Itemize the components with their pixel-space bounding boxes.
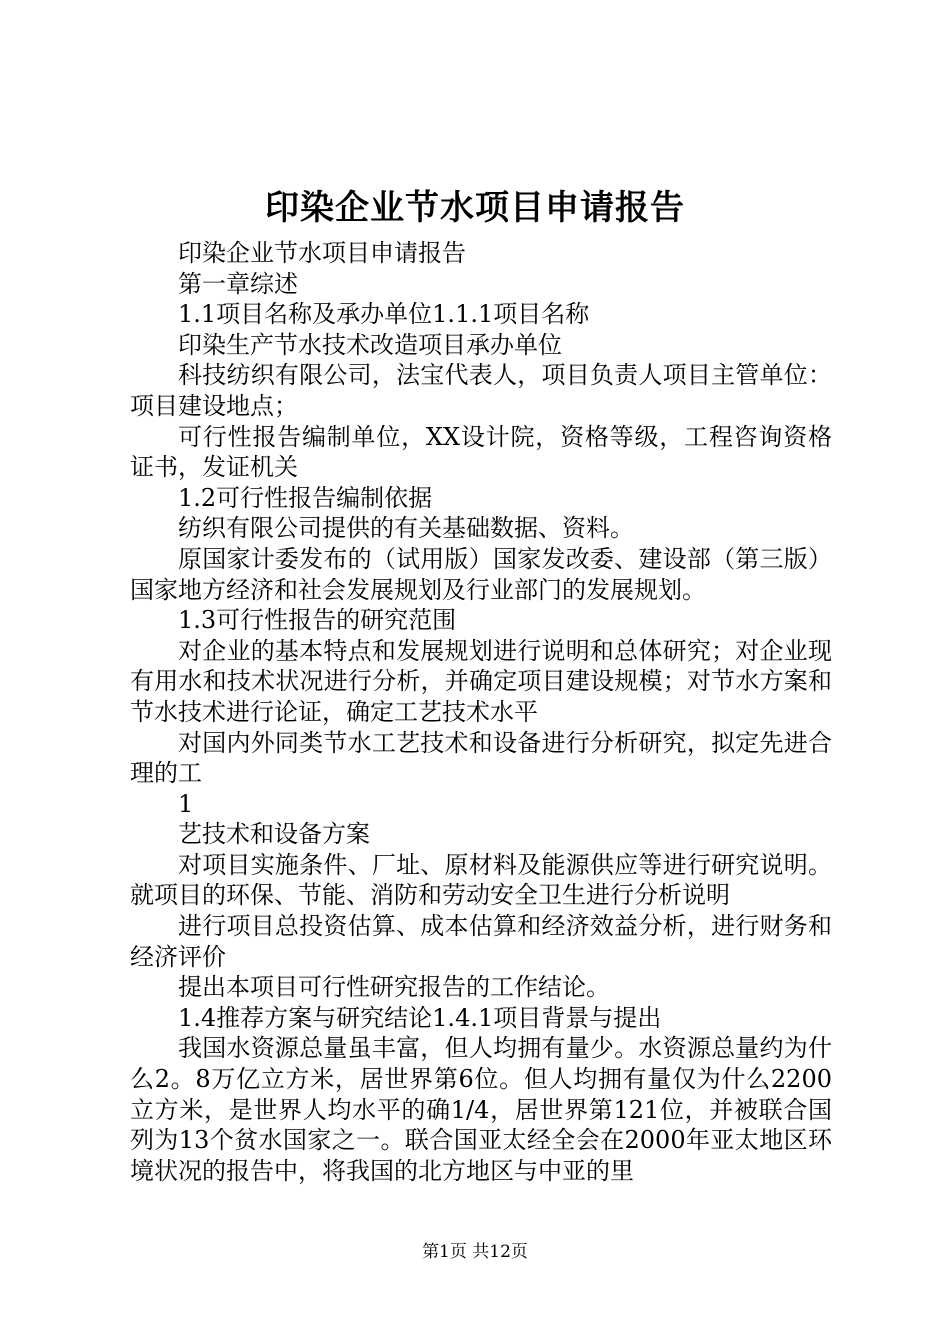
- paragraph: 1.4推荐方案与研究结论1.4.1项目背景与提出: [178, 1003, 662, 1032]
- paragraph: 科技纺织有限公司，法宝代表人，项目负责人项目主管单位：项目建设地点；: [130, 361, 832, 420]
- page-footer: 第1页 共12页: [422, 1242, 528, 1262]
- paragraph: 印染生产节水技术改造项目承办单位: [178, 330, 562, 359]
- paragraph: 对企业的基本特点和发展规划进行说明和总体研究；对企业现有用水和技术状况进行分析，并确定项目建设规模；对节水方案和节水技术进行论证，确定工艺技术水平: [130, 636, 832, 726]
- paragraph: 印染企业节水项目申请报告: [178, 239, 466, 267]
- paragraph: 对项目实施条件、厂址、原材料及能源供应等进行研究说明。就项目的环保、节能、消防和劳动安全卫生进行分析说明: [130, 850, 832, 910]
- paragraph: 可行性报告编制单位，XX设计院，资格等级，工程咨询资格证书，发证机关: [130, 422, 832, 482]
- paragraph: 提出本项目可行性研究报告的工作结论。: [178, 973, 610, 1002]
- paragraph: 1.2可行性报告编制依据: [178, 483, 433, 512]
- paragraph: 原国家计委发布的（试用版）国家发改委、建设部（第三版）国家地方经济和社会发展规划及行业部门的发展规划。: [130, 544, 832, 604]
- paragraph: 纺织有限公司提供的有关基础数据、资料。: [178, 514, 634, 543]
- document-body: [130, 238, 832, 1186]
- paragraph: 1.3可行性报告的研究范围: [178, 606, 457, 635]
- paragraph: 1: [178, 789, 194, 818]
- paragraph: 我国水资源总量虽丰富，但人均拥有量少。水资源总量约为什么2。8万亿立方米，居世界第6位。但人均拥有量仅为什么2200立方米，是世界人均水平的确1/4，居世界第121位，并被联合国列为13个贫水国家之一。联合国亚太经全会在2000年亚太地区环境状况的报告中，将我国的北方地区与中亚的里: [130, 1034, 832, 1185]
- document-title: 印染企业节水项目申请报告: [265, 188, 685, 228]
- paragraph: 1.1项目名称及承办单位1.1.1项目名称: [178, 300, 590, 329]
- paragraph: 进行项目总投资估算、成本估算和经济效益分析，进行财务和经济评价: [130, 912, 832, 971]
- paragraph: 艺技术和设备方案: [178, 820, 370, 849]
- paragraph: 对国内外同类节水工艺技术和设备进行分析研究，拟定先进合理的工: [130, 728, 832, 788]
- paragraph: 第一章综述: [178, 269, 298, 298]
